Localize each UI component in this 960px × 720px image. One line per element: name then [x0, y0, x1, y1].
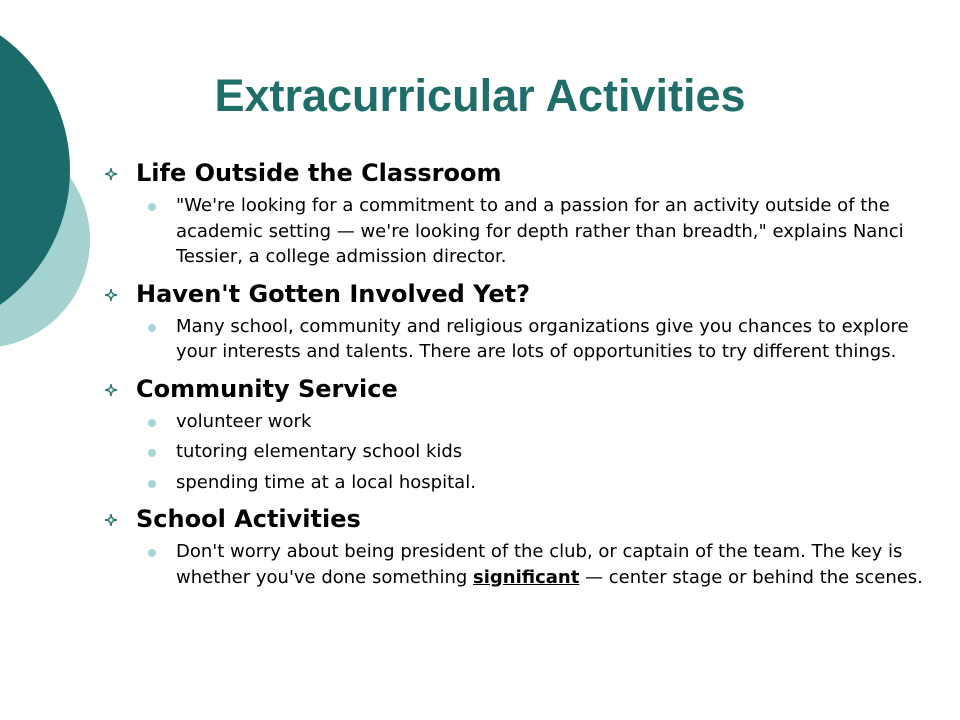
list-item: [104, 314, 924, 365]
list-item-text-after: — center stage or behind the scenes.: [579, 566, 923, 588]
heading-marker-icon: [104, 288, 118, 302]
section-items: [104, 314, 924, 365]
section-heading: [104, 155, 924, 191]
section-items: [104, 539, 924, 590]
slide-content: [104, 155, 924, 596]
bullet-dot-icon: [148, 203, 156, 211]
section-items: [104, 409, 924, 496]
list-item-text: [176, 541, 923, 588]
list-item-text: volunteer work: [176, 410, 312, 432]
section-school-activities: [104, 501, 924, 590]
list-item: [104, 470, 924, 496]
section-life-outside-classroom: [104, 155, 924, 270]
section-community-service: [104, 371, 924, 496]
list-item: [104, 409, 924, 435]
section-heading-text: Haven't Gotten Involved Yet?: [136, 279, 530, 308]
section-items: [104, 193, 924, 270]
list-item: [104, 439, 924, 465]
emphasis-text: significant: [473, 566, 580, 588]
section-heading: [104, 501, 924, 537]
slide-title: Extracurricular Activities: [214, 70, 746, 121]
list-item-text: spending time at a local hospital.: [176, 471, 476, 493]
section-heading: [104, 276, 924, 312]
bullet-dot-icon: [148, 549, 156, 557]
section-heading-text: School Activities: [136, 505, 361, 533]
bullet-dot-icon: [148, 324, 156, 332]
heading-marker-icon: [104, 167, 118, 181]
list-item-text: Many school, community and religious organizations give you chances to explore your interests and talents. There are lots of opportunities to try different things.: [176, 315, 909, 362]
section-heading-text: Life Outside the Classroom: [136, 159, 502, 187]
section-heading-text: Community Service: [136, 374, 398, 403]
list-item-text: "We're looking for a commitment to and a passion for an activity outside of the academic setting — we're looking for depth rather than breadth," explains Nanci Tessier, a college admission director.: [176, 195, 904, 267]
list-item: [104, 539, 924, 590]
bullet-dot-icon: [148, 449, 156, 457]
section-havent-gotten-involved: [104, 276, 924, 365]
heading-marker-icon: [104, 513, 118, 527]
heading-marker-icon: [104, 383, 118, 397]
list-item-text-before: Don't worry about being president of the club, or captain of the team. The key is whether you've done something: [176, 541, 903, 588]
bullet-dot-icon: [148, 480, 156, 488]
list-item: [104, 193, 924, 270]
bullet-dot-icon: [148, 419, 156, 427]
list-item-text: tutoring elementary school kids: [176, 441, 463, 462]
section-heading: [104, 371, 924, 407]
